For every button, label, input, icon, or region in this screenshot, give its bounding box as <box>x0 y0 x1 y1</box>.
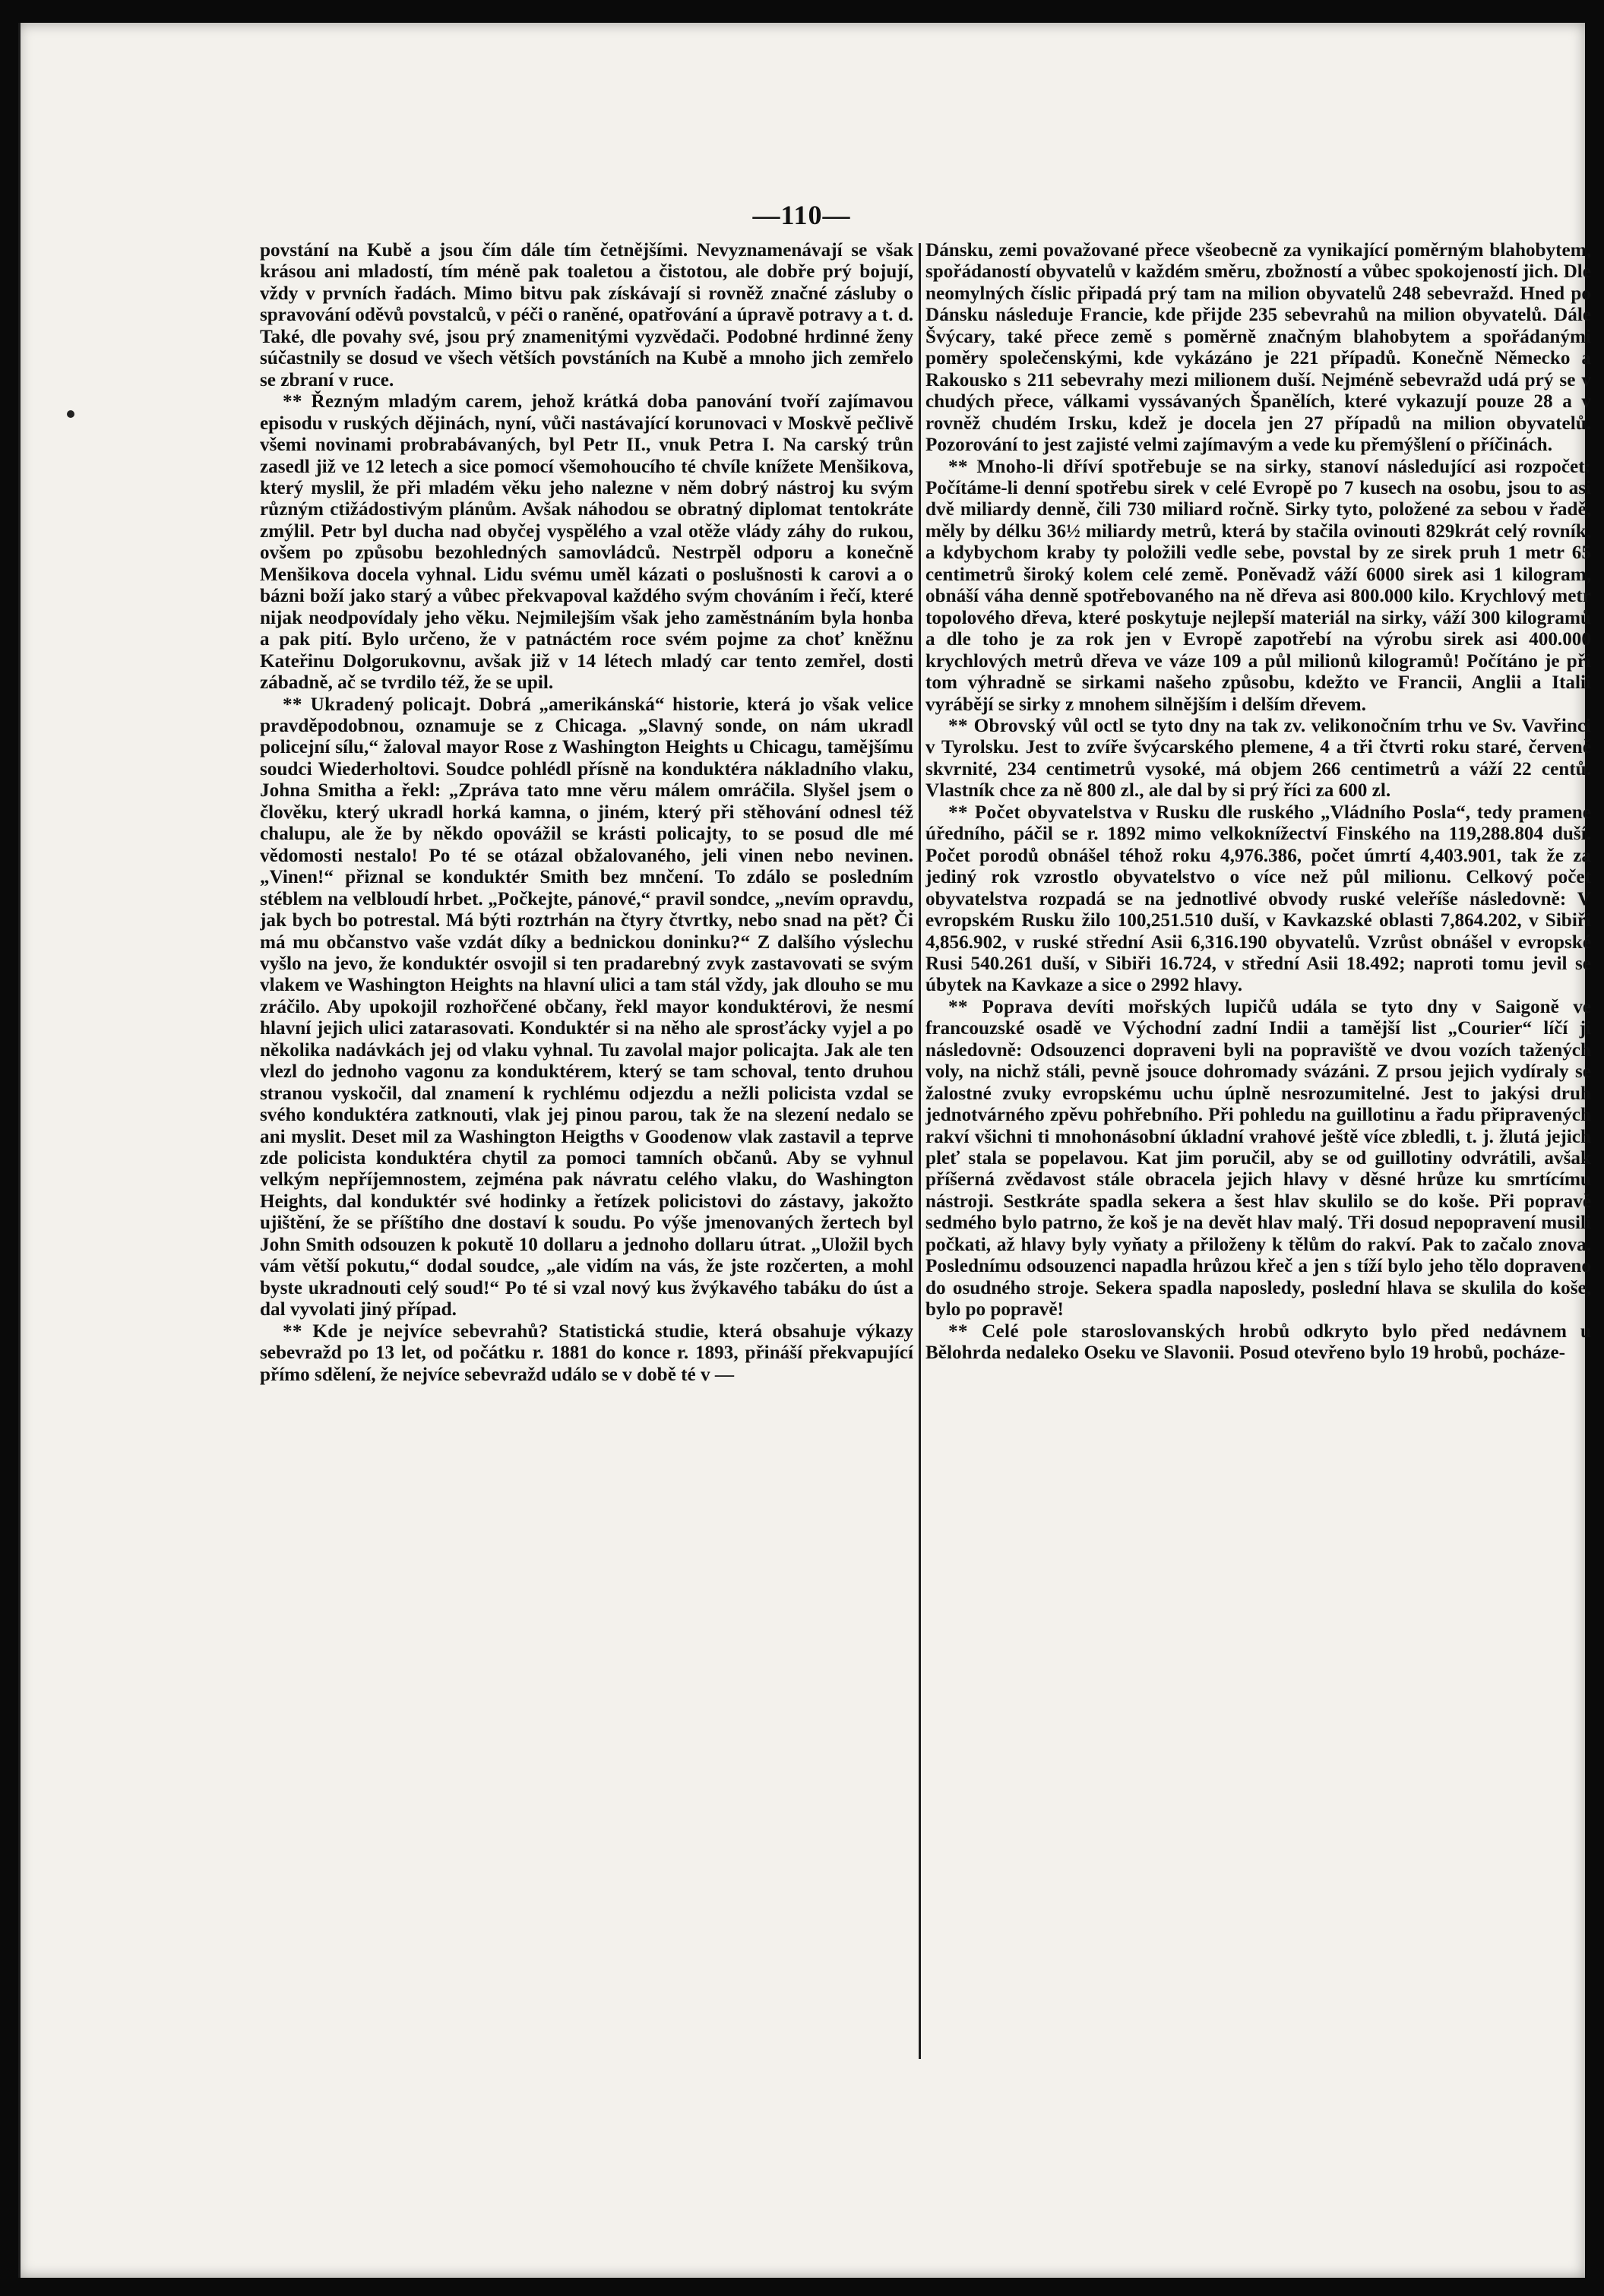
article-pirates-execution <box>925 997 1591 1321</box>
article-heading: ** Poprava devíti mořských lupičů <box>948 996 1278 1017</box>
ink-dot <box>67 410 74 418</box>
newspaper-page <box>18 23 1591 2278</box>
article-heading: ** Počet obyvatelstva v Rusku <box>948 802 1210 823</box>
column-divider <box>919 243 921 2059</box>
article-body: Dobrá „amerikánská“ historie, která jo však velice pravděpodobnou, oznamuje se z Chicaga. „Slavný sonde, on nám ukradl policejní sílu,“ žaloval mayor Rose z Washington Heights u Chicagu, tamějšímu soudci Wiederholtovi. Soudce pohlédl přísně na konduktéra nákladního vlaku, Johna Smitha a řekl: „Zpráva tato mne věru málem omráčila. Slyšel jsem o člověku, který ukradl horká kamna, o jiném, který při stěhování odnesl též chalupu, ale že by někdo opovážil se krásti policajty, to se posud dle mé vědomosti nestalo! Po té se otázal obžalovaného, jeli vinen nebo nevinen. „Vinen!“ přiznal se konduktér Smith bez mnčení. To zdálo se posledním stéblem na velbloudí hrbet. „Počkejte, pánové,“ pravil sondce, „nevím opravdu, jak bych bo potrestal. Má býti roztrhán na čtyry čtvrtky, nebo snad na pět? Či má mu občanstvo vaše vzdát díky a bednickou doninku?“ Z dalšího výslechu vyšlo na jevo, že konduktér osvojil si ten pradarebný zvyk zastavovati se svým vlakem ve Washington Heights na hlavní ulici a tam stál vždy, jak dlouho se mu zráčilo. Aby upokojil rozhořčené občany, řekl mayor konduktérovi, že nesmí hlavní jejich ulici zatarasovati. Konduktér si na něho ale sprosťácky vyjel a po několika nadávkách jej od vlaku vyhnal. Tu zavolal major policajta. Jak ale ten vlezl do jednoho vagonu za konduktérem, který se tam schoval, tento druhou stranou vyskočil, dal znamení k rychlému odjezdu a nežli policista vzdal se svého konduktéra zatknouti, vlak jej pinou parou, tak že na slezení nedalo se ani myslit. Deset mil za Washington Heigths v Goodenow vlak zastavil a teprve zde policista konduktéra chytil za pomoci tamních občanů. Aby se vyhnul velkým nepříjemnostem, zejména pak návratu celého vlaku, do Washington Heights, dal konduktér své hodinky a řetízek policistovi do zástavy, jakožto ujištění, že se příštího dne dostaví k soudu. Po výše jmenovaných žertech byl John Smith odsouzen k pokutě 10 dollaru a jednoho dollaru útrat. „Uložil bych vám větší pokutu,“ dodal soudce, „ale vidím na vás, že jste rozčerten, a mohl byste ukradnouti celý soud!“ Po té si vzal nový kus žvýkavého tabáku do úst a dal vyvolati jiný případ. <box>260 694 913 1320</box>
article-body: jehož krátká doba panování tvoří zajímavou episodu v ruských dějinách, nyní, vůči nastávající korunovaci v Moskvě pečlivě všemi novinami probrabávaných, byl Petr II., vnuk Petra I. Na carský trůn zasedl již ve 12 letech a sice pomocí všemohoucího té chvíle knížete Menšikova, který myslil, že při mladém věku jeho nalezne v něm dobrý nástroj ku svým různým ctižádostivým plánům. Avšak náhodou se obratný diplomat tentokráte zmýlil. Petr byl ducha nad obyčej vyspělého a vzal otěže vlády záhy do rukou, ovšem po způsobu bezohledných samovládců. Nestrpěl odporu a konečně Menšikova docela vyhnal. Lidu svému uměl kázati o poslušnosti k carovi a o bázni boží jako starý a vůbec překvapoval každého svým chováním i řečí, které nijak neodpovídaly jeho věku. Nejmilejším však jeho zaměstnáním byla honba a pak pití. Bylo určeno, že v patnáctém roce svém pojme za choť kněžnu Kateřinu Dolgorukovnu, avšak již v 14 létech mladý car tento zemřel, dosti zábadně, ač se tvrdilo též, že se upil. <box>260 391 913 694</box>
article-body: stanoví následující asi rozpočet: Počítáme-li denní spotřebu sirek v celé Evropě po 7 kusech na osobu, jsou to asi dvě miliardy denně, čili 730 miliard ročně. Sirky tyto, položené za sebou v řadě, měly by délku 36½ miliardy metrů, která by stačila ovinouti 829krát celý rovník, a kdybychom kraby ty položili vedle sebe, povstal by ze sirek pruh 1 metr 65 centimetrů široký kolem celé země. Poněvadž váží 6000 sirek asi 1 kilogram, obnáší váha denně spotřebovaného na ně dřeva asi 800.000 kilo. Krychlový metr topolového dřeva, které poskytuje nejlepší materiál na sirky, váží 300 kilogramů a dle toho je za rok jen v Evropě zapotřebí na výrobu sirek asi 400.000 krychlových metrů dřeva ve váze 109 a půl milionů kilogramů! Počítáno je při tom výhradně se sirkami našeho způsobu, kdežto ve Francii, Anglii a Italii vyrábějí se sirky z mnohem silnějším i delším dřevem. <box>925 456 1591 715</box>
article-heading: ** Mnoho-li dříví spotřebuje se na sirky, <box>948 456 1312 477</box>
left-continuation-text: povstání na Kubě a jsou čím dále tím četnějšími. Nevyznamenávají se však krásou ani mladostí, tím méně pak toaletou a čistotou, ale dobře prý bojují, vždy v prvních řadách. Mimo bitvu pak získávají si rovněž značné zásluby o spravování oděvů povstalců, v péči o raněné, opatřování a úpravě potravy a t. d. Také, dle povahy své, jsou prý znamenitými vyzvědači. Podobné hrdinné ženy súčastnily se dosud ve všech větších povstáních na Kubě a mnoho jich zemřelo se zbraní v ruce. <box>260 240 913 391</box>
right-column <box>925 240 1591 2079</box>
article-heading: ** Celé pole staroslovanských hrobů <box>948 1320 1290 1342</box>
article-stolen-policeman <box>260 694 913 1321</box>
article-matches-wood <box>925 457 1591 716</box>
article-young-tsar <box>260 391 913 694</box>
article-heading: ** Kde je nejvíce sebevrahů? <box>283 1320 549 1342</box>
article-body: odkryto bylo před nedávnem u Bělohrda nedaleko Oseku ve Slavonii. Posud otevřeno bylo 19 hrobů, pocháze- <box>925 1320 1591 1364</box>
right-continuation-text: Dánsku, zemi považované přece všeobecně za vynikající poměrným blahobytem, spořádaností obyvatelů v každém směru, zbožností a vůbec spokojeností jich. Dle neomylných číslic připadá prý tam na milion obyvatelů 248 sebevražd. Hned po Dánsku následuje Francie, kde přijde 235 sebevrahů na milion obyvatelů. Dále Švýcary, také přece země s poměrně značným blahobytem a spořádanými poměry společenskými, kde vykázáno je 221 případů. Konečně Německo a Rakousko s 211 sebevrahy mezi milionem duší. Nejméně sebevražd udá prý se v chudých přece, válkami vyssávaných Španělích, které vykazují pouze 28 a v rovněž chudém Irsku, kdež je docela jen 27 případů na milion obyvatelů. Pozorování to jest zajisté velmi zajímavým a vede ku přemýšlení o příčinách. <box>925 240 1591 456</box>
page-number: —110— <box>752 200 851 230</box>
article-giant-ox <box>925 716 1591 802</box>
article-body: octl se tyto dny na tak zv. velikonočním trhu ve Sv. Vavřinci v Tyrolsku. Jest to zvíře švýcarského plemene, 4 a tři čtvrti roku staré, červeně skvrnité, 234 centimetrů vysoké, má objem 266 centimetrů a váží 22 centů. Vlastník chce za ně 800 zl., ale dal by si prý říci za 600 zl. <box>925 715 1591 802</box>
left-column <box>260 240 913 2079</box>
article-body: dle ruského „Vládního Posla“, tedy pramene úředního, páčil se r. 1892 mimo velkoknížectví Finského na 119,288.804 duší. Počet porodů obnášel téhož roku 4,976.386, počet úmrtí 4,403.901, tak že za jediný rok vzrostlo obyvatelstvo o více než půl milionu. Celkový počet obyvatelstva rozpadá se na jednotlivé obvody ruské veleříše následovně: V evropském Rusku žilo 100,251.510 duší, v Kavkazské oblasti 7,864.202, v Sibiři 4,856.902, v ruské střední Asii 6,316.190 obyvatelů. Vzrůst obnášel v evropské Rusi 540.261 duší, v Sibiři 16.724, v střední Asii 18.492; naproti tomu jevil se úbytek na Kavkaze a sice o 2992 hlavy. <box>925 802 1591 996</box>
article-body: udála se tyto dny v Saigoně ve francouzské osadě ve Východní zadní Indii a tamější list „Courier“ líčí ji následovně: Odsouzenci dopraveni byli na popraviště ve dvou vozích tažených voly, na nichž stáli, pevně jsouce dohromady svázáni. Z prsou jejich vydíraly se žalostné zvuky evropskému uchu úplně nesrozumitelné. Jest to jakýsi druh jednotvárného zpěvu pohřebního. Při pohledu na guillotinu a řadu připravených rakví všichni ti mnohonásobní úkladní vrahové ještě více zbledli, t. j. žlutá jejich pleť stala se popelavou. Kat jim poručil, aby se od guillotiny odvrátili, avšak příšerná zvědavost stále obracela jejich hlavy v děsné hrůze ku smrtícímu nástroji. Sestkráte spadla sekera a šest hlav skulilo se do koše. Při popravě sedmého bylo patrno, že koš je na devět hlav malý. Tři dosud nepopravení musili počkati, až hlavy byly vyňaty a přiloženy k tělům do rakví. Pak to začalo znova. Poslednímu odsouzenci napadla hrůzou křeč a jen s tíží bylo jeho tělo dopraveno do osudného stroje. Sekera spadla naposledy, poslední hlava se skulila do koše, bylo po popravě! <box>925 996 1591 1320</box>
article-body: Statistická studie, která obsahuje výkazy sebevražd po 13 let, od počátku r. 1881 do konce r. 1893, přináší překvapující přímo sdělení, že nejvíce sebevražd událo se v době té v — <box>260 1320 913 1385</box>
article-slavic-graves <box>925 1321 1591 1365</box>
article-suicides <box>260 1321 913 1386</box>
article-heading: ** Ukradený policajt. <box>283 694 471 715</box>
article-heading: ** Řezným mladým carem, <box>283 391 523 413</box>
article-heading: ** Obrovský vůl <box>948 715 1089 736</box>
article-russia-population <box>925 802 1591 997</box>
